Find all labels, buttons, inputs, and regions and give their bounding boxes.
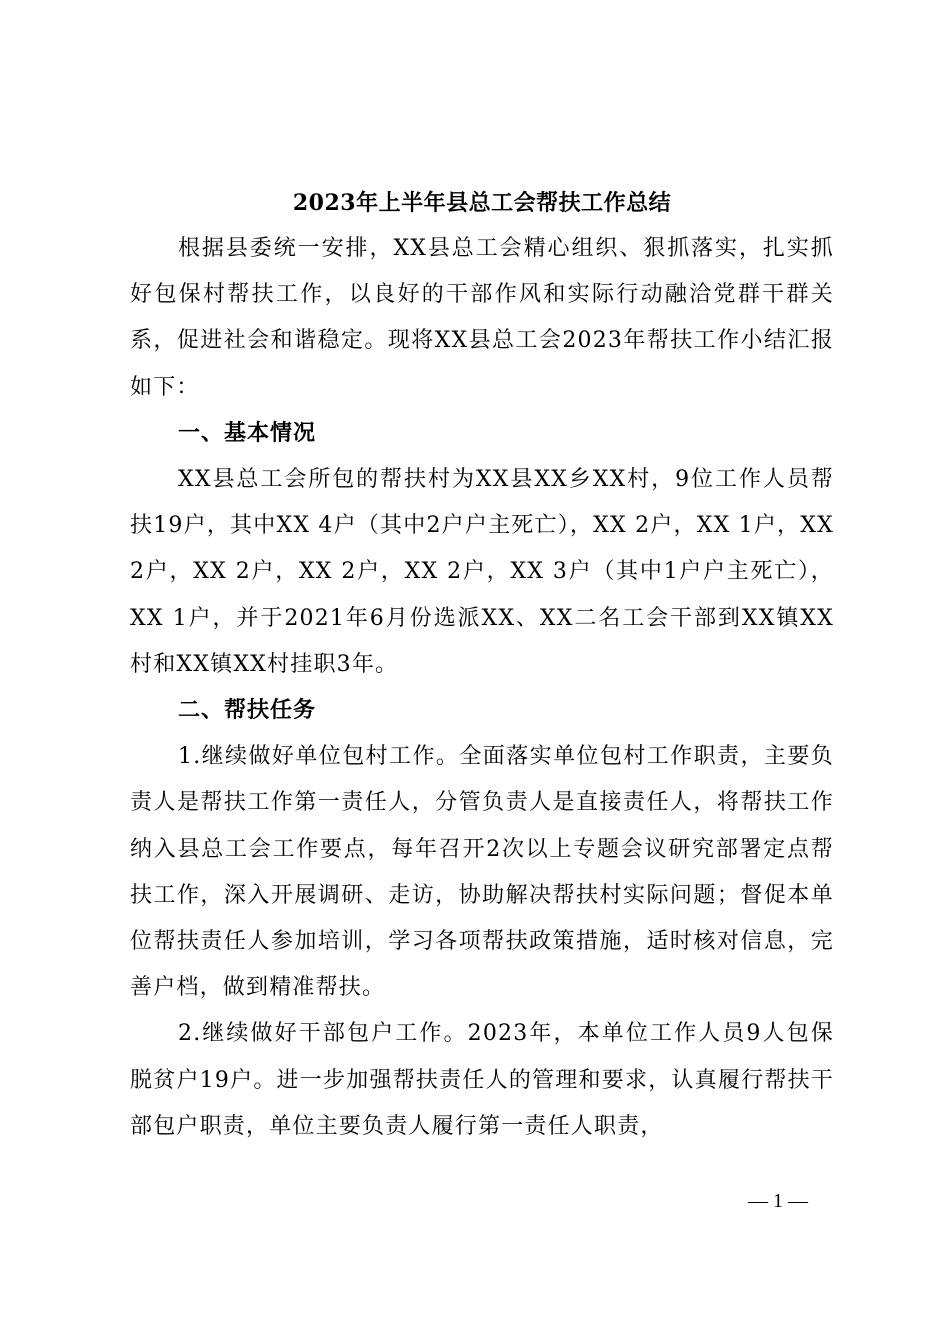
page-number: — 1 —: [748, 1190, 808, 1212]
basic-situation-paragraph: XX县总工会所包的帮扶村为XX县XX乡XX村，9位工作人员帮扶19户，其中XX 4户（其中2户户主死亡），XX 2户，XX 1户，XX 2户，XX 2户，XX 2户，XX 2户，XX 3户（其中1户户主死亡），XX 1户，并于2021年6月份选派XX、XX二名工会干部到XX镇XX村和XX镇XX村挂职3年。: [130, 467, 834, 677]
task-item-2-paragraph: 2.继续做好干部包户工作。2023年，本单位工作人员9人包保脱贫户19户。进一步加强帮扶责任人的管理和要求，认真履行帮扶干部包户职责，单位主要负责人履行第一责任人职责，: [130, 1021, 834, 1139]
section-heading-assistance-tasks: 二、帮扶任务: [178, 698, 317, 724]
document-body: [130, 180, 834, 1150]
document-title: 2023年上半年县总工会帮扶工作总结: [292, 190, 672, 216]
intro-paragraph: 根据县委统一安排，XX县总工会精心组织、狠抓落实，扎实抓好包保村帮扶工作，以良好的干部作风和实际行动融洽党群干群关系，促进社会和谐稳定。现将XX县总工会2023年帮扶工作小结汇报如下：: [130, 236, 834, 400]
task-item-1-paragraph: 1.继续做好单位包村工作。全面落实单位包村工作职责，主要负责人是帮扶工作第一责任人，分管负责人是直接责任人，将帮扶工作纳入县总工会工作要点，每年召开2次以上专题会议研究部署定点帮扶工作，深入开展调研、走访，协助解决帮扶村实际问题；督促本单位帮扶责任人参加培训，学习各项帮扶政策措施，适时核对信息，完善户档，做到精准帮扶。: [130, 744, 834, 1001]
section-heading-basic-situation: 一、基本情况: [178, 420, 317, 446]
